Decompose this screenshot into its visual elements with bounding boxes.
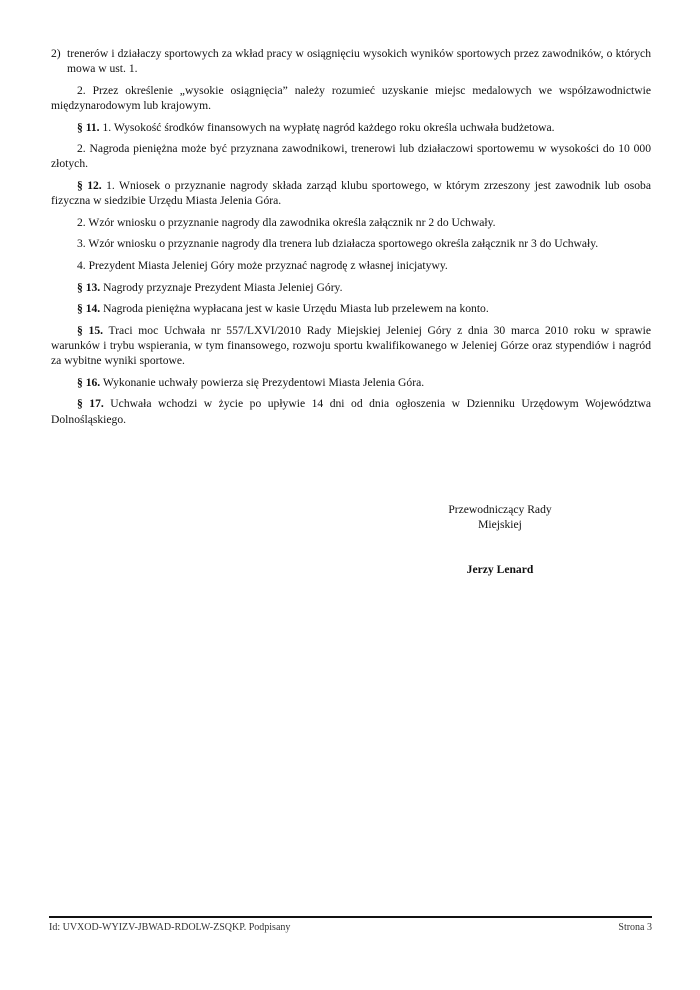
section-mark: § 15. xyxy=(77,323,104,337)
section-mark: § 17. xyxy=(77,397,104,411)
section-mark: § 11. xyxy=(77,120,100,134)
section-mark: § 13. xyxy=(77,280,101,294)
signature-title-line1: Przewodniczący Rady xyxy=(448,503,552,516)
section-mark: § 14. xyxy=(77,302,101,316)
page-number: Strona 3 xyxy=(618,922,652,933)
paragraph-16: § 16. Wykonanie uchwały powierza się Prezydentowi Miasta Jelenia Góra. xyxy=(77,375,425,389)
paragraph-13: § 13. Nagrody przyznaje Prezydent Miasta Jeleniej Góry. xyxy=(77,280,343,294)
document-id: Id: UVXOD-WYIZV-JBWAD-RDOLW-ZSQKP. Podpisany xyxy=(49,922,291,933)
list-item-2: 2) trenerów i działaczy sportowych za wkład pracy w osiągnięciu wysokich wyników sportowych przez zawodników, o których mowa w ust. 1. xyxy=(51,47,651,76)
document-body xyxy=(51,46,651,433)
paragraph-definition: 2. Przez określenie „wysokie osiągnięcia” należy rozumieć uzyskanie miejsc medalowych we współzawodnictwie międzynarodowym lub krajowym. xyxy=(51,83,651,112)
paragraph-17: § 17. Uchwała wchodzi w życie po upływie 14 dni od dnia ogłoszenia w Dzienniku Urzędowym Województwa Dolnośląskiego. xyxy=(51,397,651,426)
paragraph-12-2: 2. Wzór wniosku o przyznanie nagrody dla zawodnika określa załącznik nr 2 do Uchwały. xyxy=(77,215,496,229)
footer-divider xyxy=(49,916,652,918)
paragraph-12-4: 4. Prezydent Miasta Jeleniej Góry może przyznać nagrodę z własnej inicjatywy. xyxy=(77,258,448,272)
section-mark: § 16. xyxy=(77,375,101,389)
paragraph-11-2: 2. Nagroda pieniężna może być przyznana zawodnikowi, trenerowi lub działaczowi sportowemu w wysokości do 10 000 złotych. xyxy=(51,142,651,171)
section-mark: § 12. xyxy=(77,178,102,192)
paragraph-14: § 14. Nagroda pieniężna wypłacana jest w kasie Urzędu Miasta lub przelewem na konto. xyxy=(77,302,489,316)
signatory-name: Jerzy Lenard xyxy=(466,563,534,576)
paragraph-12-3: 3. Wzór wniosku o przyznanie nagrody dla trenera lub działacza sportowego określa załącznik nr 3 do Uchwały. xyxy=(77,237,599,251)
paragraph-12-1: § 12. 1. Wniosek o przyznanie nagrody składa zarząd klubu sportowego, w którym zrzeszony jest zawodnik lub osoba fizyczna w siedzibie Urzędu Miasta Jelenia Góra. xyxy=(51,178,651,208)
item-number: 2) xyxy=(51,47,61,60)
paragraph-15: § 15. Traci moc Uchwała nr 557/LXVI/2010 Rady Miejskiej Jeleniej Góry z dnia 30 marca 2010 roku w sprawie warunków i trybu wspierania, w tym finansowego, rozwoju sportu kwalifikowanego w Jeleniej Górze oraz stypendiów i nagród za wybitne wyniki sportowe. xyxy=(51,323,652,368)
signature-title-line2: Miejskiej xyxy=(478,518,522,531)
signature-title xyxy=(420,502,580,532)
paragraph-11-1: § 11. 1. Wysokość środków finansowych na wypłatę nagród każdego roku określa uchwała budżetowa. xyxy=(77,120,555,134)
